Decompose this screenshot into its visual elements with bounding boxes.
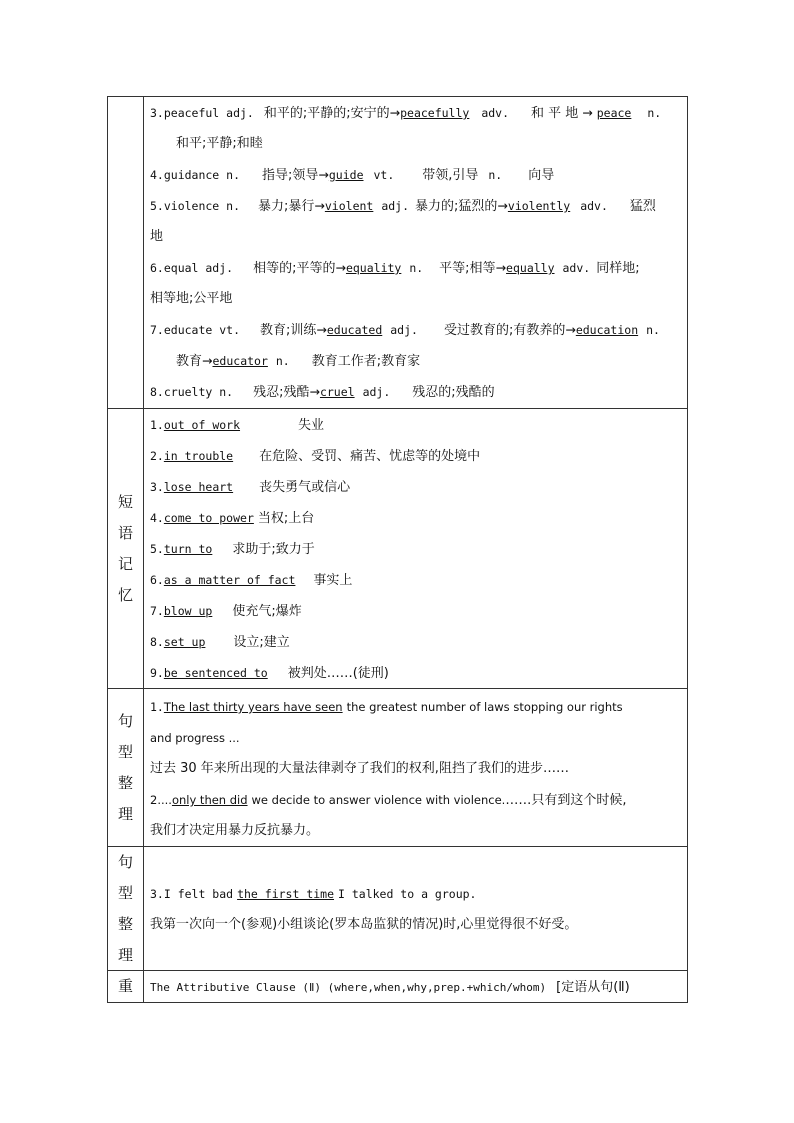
phrase-english: blow up [163,604,213,618]
sentence-line [150,722,681,753]
phrase-meaning: 被判处……(徒刑) [287,666,389,681]
word-meaning: 残忍;残酷 [253,385,310,400]
arrow: → [318,167,329,182]
phrases-label-cell [108,409,144,688]
label-char: 忆 [117,585,133,604]
grammar-label-cell [108,971,144,1002]
phrase-english: turn to [163,542,213,556]
phrase-item [150,657,681,688]
phrase-meaning: 在危险、受罚、痛苦、忧虑等的处境中 [259,449,481,464]
phrase-meaning: 设立;建立 [233,635,290,650]
derived-word: violent [324,199,374,213]
sentence-text: the greatest number of laws stopping our rights [346,700,623,714]
sentence-line [150,691,681,722]
phrase-meaning: 使充气;爆炸 [232,604,302,619]
vocab-line [150,159,681,190]
word-entry: 5.violence n. [150,199,241,213]
word-meaning: 暴力的;猛烈的 [415,199,498,214]
label-char: 句 [117,711,133,730]
derived-word: guide [328,168,364,182]
pos: vt. [373,168,395,182]
pos: adj. [390,323,418,337]
phrase-english: lose heart [163,480,234,494]
phrase-english: set up [163,635,206,649]
derived-word: equally [506,261,555,275]
vocab-content [144,97,687,408]
pos: adj. [381,199,410,213]
sentence-line [150,784,681,815]
pos: adv. [580,199,608,213]
grammar-topic-english: The Attributive Clause (Ⅱ) (where,when,why,prep.+which/whom) [150,981,547,994]
sentence-line [150,909,681,940]
arrow: → [314,198,325,213]
word-meaning: 和平;平静;和睦 [176,136,263,151]
phrase-item [150,502,681,533]
phrase-meaning: 当权;上台 [257,511,315,526]
word-meaning: 地 [150,229,164,244]
grammar-content [144,971,687,1002]
phrase-number: 9. [150,666,164,680]
sentence-translation: 我第一次向一个(参观)小组谈论(罗本岛监狱的情况)时,心里觉得很不好受。 [150,917,578,932]
sentence-translation: 我们才决定用暴力反抗暴力。 [150,823,320,838]
phrase-item [150,595,681,626]
study-table [107,97,688,1003]
pos: n. [647,106,662,120]
sentences-content [144,689,687,846]
phrase-item [150,440,681,471]
word-meaning: 平等;相等 [439,261,496,276]
arrow: → [497,198,508,213]
phrase-number: 6. [150,573,164,587]
vocab-line [150,221,681,252]
word-entry: 8.cruelty n. [150,385,234,399]
word-entry: 7.educate vt. [150,323,241,337]
derived-word: cruel [319,385,355,399]
vocab-line [150,252,681,283]
label-char: 语 [117,523,133,542]
phrase-number: 7. [150,604,164,618]
phrases-row [107,408,688,689]
grammar-topic-chinese: [定语从句(Ⅱ) [556,980,630,995]
phrase-meaning: 求助于;致力于 [232,542,315,557]
phrase-meaning: 事实上 [313,573,353,588]
phrase-english: come to power [163,511,254,525]
word-entry: 3.peaceful adj. [150,106,254,120]
phrase-number: 8. [150,635,164,649]
phrase-item [150,533,681,564]
word-meaning: 和 平 地 [531,106,579,121]
derived-word: equality [345,261,402,275]
derived-word: peacefully [400,106,470,120]
pos: n. [409,261,424,275]
label-char: 理 [117,945,133,964]
arrow: → [495,260,507,275]
sentence-line [150,815,681,846]
word-meaning: 和平的;平静的;安宁的 [263,106,390,121]
word-meaning: 指导;领导 [262,168,319,183]
pos: adj. [362,385,391,399]
sentences-content-2 [144,847,687,970]
word-meaning: 教育 [176,354,203,369]
word-meaning: 教育工作者;教育家 [311,354,421,369]
label-char: 重 [117,977,133,995]
sentence-text: we decide to answer violence with violence. [251,793,506,807]
word-meaning: 相等地;公平地 [150,291,233,306]
label-char: 型 [117,742,133,761]
word-meaning: 猛烈 [629,199,656,214]
phrase-number: 5. [150,542,164,556]
sentences-row-2 [107,846,688,971]
phrase-number: 4. [150,511,164,525]
word-entry: 6.equal adj. [150,261,234,275]
sentence-text: I talked to a group. [338,887,477,901]
label-char: 短 [117,492,133,511]
arrow: → [565,322,576,337]
sentence-translation: 过去 30 年来所出现的大量法律剥夺了我们的权利,阻挡了我们的进步…… [150,761,569,776]
phrase-english: in trouble [163,449,234,463]
phrase-number: 2. [150,449,164,463]
vocab-line [150,128,681,159]
sentence-text: and progress ... [150,731,240,745]
sentence-line [150,753,681,784]
word-meaning: 暴力;暴行 [258,199,315,214]
phrase-item [150,471,681,502]
phrase-item [150,626,681,657]
phrase-english: as a matter of fact [163,573,296,587]
derived-word: educator [212,354,268,368]
pos: n. [275,354,290,368]
vocab-line [150,376,681,407]
derived-word: peace [596,106,632,120]
sentence-key-pattern: the first time [237,887,335,901]
label-char: 整 [117,914,133,933]
vocab-row [107,96,688,409]
word-meaning: 残忍的;残酷的 [412,385,495,400]
sentence-key-pattern: only then did [171,793,248,807]
derived-word: violently [507,199,571,213]
arrow: → [316,322,327,337]
word-meaning: 相等的;平等的 [253,261,336,276]
vocab-line [150,97,681,128]
word-meaning: 向导 [528,168,555,183]
label-char: 句 [117,852,133,871]
vocab-line [150,345,681,376]
phrase-english: out of work [163,418,241,432]
word-meaning: 带领,引导 [422,168,479,183]
word-entry: 4.guidance n. [150,168,241,182]
sentence-text: 3.I felt bad [150,887,234,901]
phrase-english: be sentenced to [163,666,268,680]
derived-word: educated [326,323,383,337]
vocab-label-cell [108,97,144,408]
sentence-key-pattern: The last thirty years have seen [163,700,343,714]
phrase-item [150,564,681,595]
pos: n. [646,323,660,337]
sentences-label-cell-2 [108,847,144,970]
label-char: 理 [117,804,133,823]
pos: adv. [481,106,510,120]
phrases-content [144,409,687,688]
sentence-number: 1. [150,700,164,714]
arrow: → [202,353,213,368]
arrow: → [389,105,401,120]
label-char: 整 [117,773,133,792]
vocab-line [150,190,681,221]
sentence-line [150,878,681,909]
arrow: → [335,260,346,275]
grammar-row [107,970,688,1003]
phrase-item [150,409,681,440]
arrow: → [582,105,593,120]
phrase-meaning: 失业 [298,418,325,433]
phrase-number: 3. [150,480,164,494]
pos: n. [488,168,503,182]
grammar-line [150,971,681,1002]
arrow: → [309,384,320,399]
sentences-label-cell [108,689,144,846]
word-meaning: 教育;训练 [260,323,317,338]
vocab-line [150,314,681,345]
phrase-meaning: 丧失勇气或信心 [259,480,351,495]
pos: adv. [562,261,591,275]
sentences-row-1 [107,688,688,847]
sentence-number: 2.... [150,793,172,807]
word-meaning: 同样地; [596,261,640,276]
phrase-number: 1. [150,418,164,432]
label-char: 记 [117,554,133,573]
label-char: 型 [117,883,133,902]
vocab-line [150,283,681,314]
derived-word: education [575,323,639,337]
sentence-translation: ……只有到这个时候, [505,793,627,808]
word-meaning: 受过教育的;有教养的 [443,323,566,338]
